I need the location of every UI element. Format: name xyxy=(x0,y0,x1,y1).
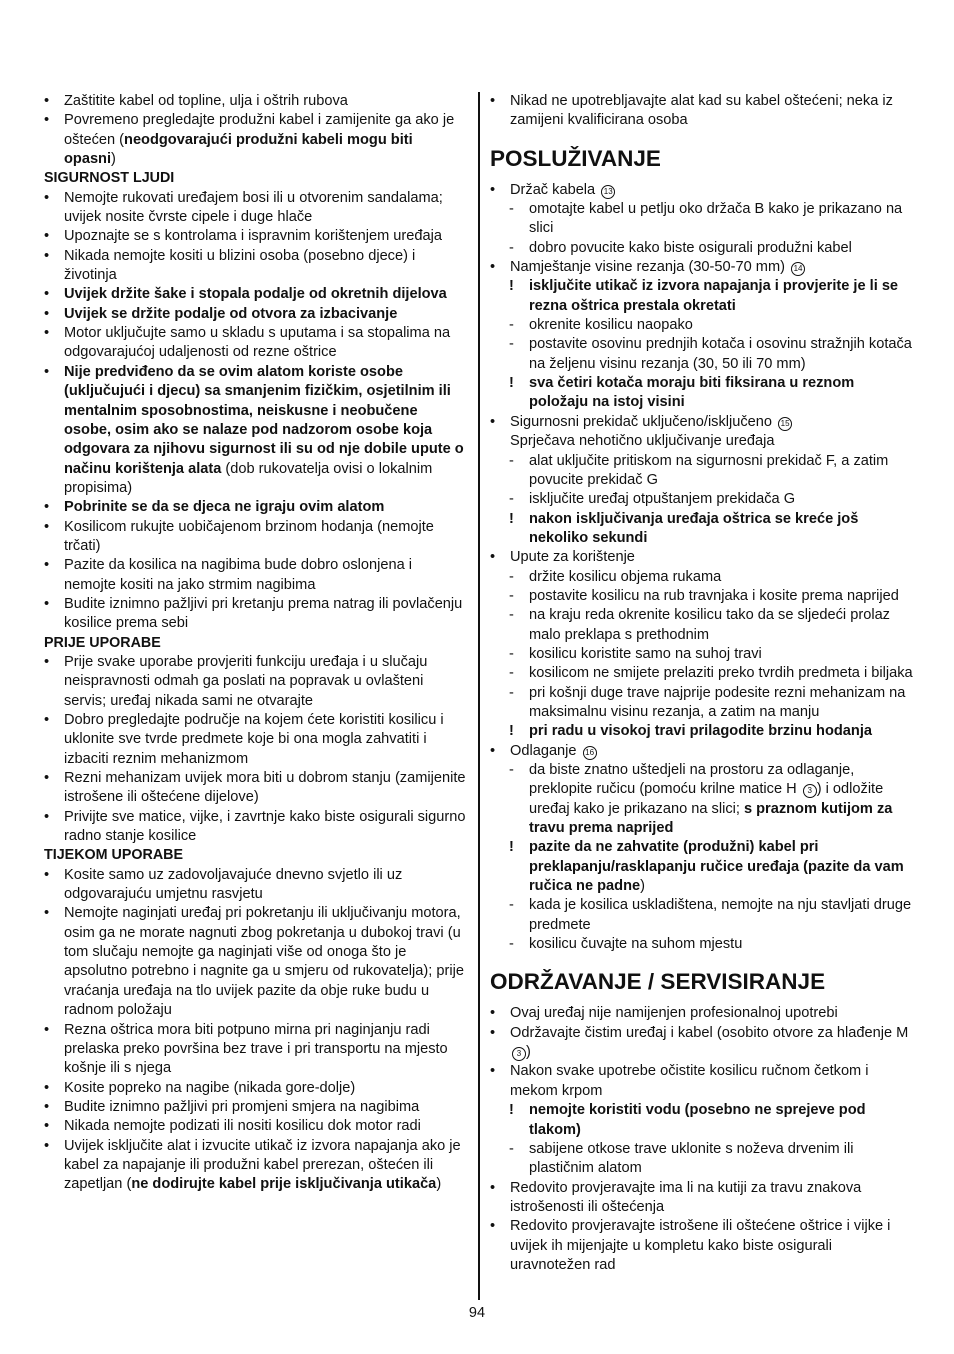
bullet-item xyxy=(44,92,468,111)
dash-marker: - xyxy=(509,936,514,953)
dash-marker: - xyxy=(509,1140,514,1157)
text: (dob rukovatelja ovisi o lokalnim propisima) xyxy=(64,460,433,496)
bullet-item xyxy=(44,305,468,324)
text: Nemojte rukovati uređajem bosi ili u otvorenim sandalama; uvijek nosite čvrste cipele i duge hlače xyxy=(64,189,443,226)
text: Budite iznimno pažljivi pri kretanju prema natrag ili povlačenju kosilice prema sebi xyxy=(64,595,463,632)
dash-marker: - xyxy=(509,239,514,256)
text: pri radu u visokoj travi prilagodite brzinu hodanja xyxy=(529,723,872,740)
text: POSLUŽIVANJE xyxy=(490,145,661,171)
sub-item xyxy=(490,335,915,374)
figure-ref-badge: 14 xyxy=(791,262,805,276)
text: ) xyxy=(111,151,116,168)
figure-ref-badge: 15 xyxy=(778,417,792,431)
warning-item xyxy=(490,722,915,741)
text: TIJEKOM UPORABE xyxy=(44,847,184,864)
bold-text: Nije predviđeno da se ovim alatom koriste osobe (uključujući i djecu) sa smanjenim fizičkim, osjetilnim ili mentalnim sposobnostima, neiskusne i neobučene osobe, osim ako se nalaze pod nadzorom osobe koja odgovara za njihovu sigurnost ili su od nje dobile upute o načinu korištenja alata xyxy=(64,363,464,477)
section-subheading xyxy=(44,846,468,865)
sub-item xyxy=(490,490,915,509)
text: kosilicu koristite samo na suhoj travi xyxy=(529,645,762,662)
dash-marker: - xyxy=(509,645,514,662)
bullet-item xyxy=(490,181,915,200)
dash-marker: - xyxy=(509,684,514,701)
text: Pazite da kosilica na nagibima bude dobro oslonjena i nemojte kositi na jako strmim nagibima xyxy=(64,557,413,593)
sub-item xyxy=(490,896,915,935)
text: Kosilicom rukujte uobičajenom brzinom hodanja (nemojte trčati) xyxy=(64,518,434,554)
bullet-item xyxy=(44,769,468,808)
bullet-item xyxy=(44,595,468,634)
sub-item xyxy=(490,239,915,258)
bullet-item xyxy=(44,498,468,517)
text: Odlaganje xyxy=(510,742,581,759)
left-column xyxy=(44,92,468,1195)
bullet-item xyxy=(44,1098,468,1117)
bullet-item xyxy=(490,413,915,432)
warning-item xyxy=(490,374,915,413)
text: Upoznajte se s kontrolama i ispravnim korištenjem uređaja xyxy=(64,228,442,245)
bullet-item xyxy=(44,1117,468,1136)
bullet-item xyxy=(490,1004,915,1023)
bold-text: Uvijek se držite podalje od otvora za izbacivanje xyxy=(64,305,398,322)
sub-item xyxy=(490,200,915,239)
dash-marker: - xyxy=(509,317,514,334)
bullet-item xyxy=(44,808,468,847)
text: pri košnji duge trave najprije podesite rezni mehanizam na maksimalnu visinu rezanja, a zatim na manju xyxy=(529,684,906,720)
section-heading xyxy=(490,968,915,996)
text: Uvijek isključite alat i izvucite utikač iz izvora napajanja ako je kabel za napajanje ili produžni kabel prerezan, oštećen ili zapetljan ( xyxy=(64,1137,461,1193)
bold-text: Pobrinite se da se djeca ne igraju ovim alatom xyxy=(64,499,385,516)
text: Namještanje visine rezanja (30-50-70 mm) xyxy=(510,259,790,276)
sub-item xyxy=(490,935,915,954)
bullet-item xyxy=(44,189,468,228)
text: ) xyxy=(526,1044,531,1061)
text: Upute za korištenje xyxy=(510,549,635,566)
figure-ref-badge: 16 xyxy=(583,746,597,760)
warning-marker: ! xyxy=(509,1102,514,1119)
warning-item xyxy=(490,838,915,896)
bullet-item xyxy=(44,247,468,286)
bullet-item xyxy=(490,92,915,131)
text: na kraju reda okrenite kosilicu tako da se sljedeći prolaz malo preklapa s prethodnim xyxy=(529,607,890,643)
bullet-item xyxy=(44,866,468,905)
bullet-item xyxy=(44,904,468,1020)
text: Nikad ne upotrebljavajte alat kad su kabel oštećeni; neka iz zamijeni kvalificirana osoba xyxy=(510,93,893,129)
text: Povremeno pregledajte produžni kabel i zamijenite ga ako je oštećen ( xyxy=(64,112,455,148)
text: pazite da ne zahvatite (produžni) kabel pri preklapanju/rasklapanju ručice uređaja (pazite da vam ručica ne padne xyxy=(529,839,904,895)
bold-text: ne dodirujte kabel prije isključivanja utikača xyxy=(131,1176,437,1193)
warning-marker: ! xyxy=(509,510,514,527)
text: Prije svake uporabe provjeriti funkciju uređaja i u slučaju neispravnosti odmah ga poslati na popravak u ovlašteni servis; uređaj nikada sami ne otvarajte xyxy=(64,653,428,709)
text: da biste znatno uštedjeli na prostoru za odlaganje, preklopite ručicu (pomoću krilne matice H xyxy=(529,762,855,798)
figure-ref-badge: 3 xyxy=(512,1047,526,1061)
text: Kosite samo uz zadovoljavajuće dnevno svjetlo ili uz odgovarajuću umjetnu rasvjetu xyxy=(64,866,403,903)
bullet-item xyxy=(490,1217,915,1275)
text: isključite uređaj otpuštanjem prekidača G xyxy=(529,491,796,508)
section-subheading xyxy=(44,634,468,653)
bullet-item xyxy=(490,1024,915,1063)
warning-marker: ! xyxy=(509,375,514,392)
sub-item xyxy=(490,316,915,335)
dash-marker: - xyxy=(509,607,514,624)
text: Držač kabela xyxy=(510,181,600,198)
sub-item xyxy=(490,664,915,683)
text: ODRŽAVANJE / SERVISIRANJE xyxy=(490,969,826,995)
sub-item xyxy=(490,606,915,645)
column-divider xyxy=(478,92,480,1300)
text: Redovito provjeravajte istrošene ili oštećene oštrice i vijke i uvijek ih mijenjajte u kompletu kako biste osigurali uravnotežen rad xyxy=(510,1218,891,1273)
text: alat uključite pritiskom na sigurnosni prekidač F, a zatim povucite prekidač G xyxy=(529,452,889,488)
dash-marker: - xyxy=(509,762,514,778)
warning-marker: ! xyxy=(509,839,514,856)
sub-item xyxy=(490,568,915,587)
bullet-item xyxy=(44,1021,468,1079)
text: Privijte sve matice, vijke, i zavrtnje kako biste osigurali sigurno radno stanje kosilice xyxy=(64,808,466,845)
text: Zaštitite kabel od topline, ulja i oštrih rubova xyxy=(64,93,348,109)
warning-item xyxy=(490,510,915,549)
page-number: 94 xyxy=(468,1305,486,1321)
bold-text: neodgovarajući produžni kabeli mogu biti opasni xyxy=(64,131,413,168)
text: ) i odložite uređaj kako je prikazano na slici; xyxy=(529,781,884,817)
sub-item xyxy=(490,1140,915,1179)
sub-item xyxy=(490,684,915,723)
warning-item xyxy=(490,277,915,316)
dash-marker: - xyxy=(509,568,514,585)
sub-item xyxy=(490,587,915,606)
text: nakon isključivanja uređaja oštrica se kreće još nekoliko sekundi xyxy=(529,510,859,546)
bullet-item xyxy=(44,1137,468,1195)
text: Sigurnosni prekidač uključeno/isključeno xyxy=(510,413,777,430)
bullet-item xyxy=(44,285,468,304)
section-heading xyxy=(490,145,915,173)
text: PRIJE UPORABE xyxy=(44,634,161,651)
text: kosilicu čuvajte na suhom mjestu xyxy=(529,936,743,953)
text: Rezni mehanizam uvijek mora biti u dobrom stanju (zamijenite istrošene ili oštećene dijelove) xyxy=(64,770,466,806)
text: Sprječava nehotično uključivanje uređaja xyxy=(510,433,775,450)
text: Ovaj uređaj nije namijenjen profesionalnoj upotrebi xyxy=(510,1005,838,1022)
text: Redovito provjeravajte ima li na kutiji za travu znakova istrošenosti ili oštećenja xyxy=(510,1179,862,1215)
dash-marker: - xyxy=(509,491,514,508)
bullet-item xyxy=(490,1062,915,1101)
text: Nemojte naginjati uređaj pri pokretanju ili uključivanju motora, osim ga ne morate nagnuti zbog pokretanja u dubokoj travi (u tom slučaju nemojte ga naginjati više od onoga što je apsolutno potrebno i nagnite ga u smjeru od rukovatelja); prije vraćanja uređaja na tlo uvijek pazite da obje ruke budu u radnom položaju xyxy=(64,905,464,1019)
text: postavite osovinu prednjih kotača i osovinu stražnjih kotača na željenu visinu rezanja (30, 50 ili 70 mm) xyxy=(529,336,912,372)
text: držite kosilicu objema rukama xyxy=(529,568,722,585)
text: kosilicom ne smijete prelaziti preko tvrdih predmeta i biljaka xyxy=(529,665,913,682)
text: Motor uključujte samo u skladu s uputama i sa stopalima na odgovarajućoj udaljenosti od rezne oštrice xyxy=(64,325,451,361)
figure-ref-badge: 3 xyxy=(803,784,817,798)
figure-ref-badge: 13 xyxy=(601,185,615,199)
text: Održavajte čistim uređaj i kabel (osobito otvore za hlađenje M xyxy=(510,1024,909,1041)
text: Nikada nemojte kositi u blizini osoba (posebno djece) i životinja xyxy=(64,247,416,284)
warning-marker: ! xyxy=(509,723,514,740)
text: Rezna oštrica mora biti potpuno mirna pri naginjanju radi prelaska preko površina bez trave i pri transportu na mjesto košnje ili s njega xyxy=(64,1021,448,1077)
text: Kosite popreko na nagibe (nikada gore-dolje) xyxy=(64,1079,356,1096)
text: sabijene otkose trave uklonite s noževa drvenim ili plastičnim alatom xyxy=(529,1140,854,1177)
text: Budite iznimno pažljivi pri promjeni smjera na nagibima xyxy=(64,1098,420,1115)
dash-marker: - xyxy=(509,201,514,218)
text: Nakon svake upotrebe očistite kosilicu ručnom četkom i mekom krpom xyxy=(510,1063,869,1099)
sub-item xyxy=(490,761,915,838)
dash-marker: - xyxy=(509,897,514,914)
text: postavite kosilicu na rub travnjaka i kosite prema naprijed xyxy=(529,587,899,604)
dash-marker: - xyxy=(509,665,514,682)
bullet-item xyxy=(490,1179,915,1218)
bullet-item xyxy=(490,258,915,277)
bullet-item xyxy=(44,324,468,363)
bullet-item xyxy=(44,653,468,711)
text: Dobro pregledajte područje na kojem ćete koristiti kosilicu i uklonite sve tvrde predmete koje bi ona mogla zahvatiti i izbaciti reznim mehanizmom xyxy=(64,712,444,767)
continuation-text xyxy=(490,432,915,451)
bullet-item xyxy=(490,742,915,761)
text: sva četiri kotača moraju biti fiksirana u reznom položaju na istoj visini xyxy=(529,375,855,411)
bullet-item xyxy=(44,711,468,769)
text: okrenite kosilicu naopako xyxy=(529,317,693,334)
dash-marker: - xyxy=(509,587,514,604)
warning-marker: ! xyxy=(509,278,514,295)
sub-item xyxy=(490,452,915,491)
bullet-item xyxy=(44,111,468,169)
bullet-item xyxy=(490,548,915,567)
dash-marker: - xyxy=(509,336,514,353)
text: Nikada nemojte podizati ili nositi kosilicu dok motor radi xyxy=(64,1118,421,1135)
text: dobro povucite kako biste osigurali produžni kabel xyxy=(529,239,852,256)
text: SIGURNOST LJUDI xyxy=(44,170,175,187)
section-subheading xyxy=(44,169,468,188)
bold-text: Uvijek držite šake i stopala podalje od okretnih dijelova xyxy=(64,286,447,303)
text: ) xyxy=(436,1176,442,1193)
text: kada je kosilica uskladištena, nemojte na nju stavljati druge predmete xyxy=(529,897,912,933)
bullet-item xyxy=(44,518,468,557)
sub-item xyxy=(490,645,915,664)
bullet-item xyxy=(44,1079,468,1098)
bullet-item xyxy=(44,556,468,595)
text: ) xyxy=(640,878,645,895)
bold-text: s praznom kutijom za travu prema naprijed xyxy=(529,800,893,837)
bullet-item xyxy=(44,363,468,498)
text: isključite utikač iz izvora napajanja i provjerite je li se rezna oštrica prestala okretati xyxy=(529,278,899,314)
bullet-item xyxy=(44,227,468,246)
text: omotajte kabel u petlju oko držača B kako je prikazano na slici xyxy=(529,201,903,237)
warning-item xyxy=(490,1101,915,1140)
dash-marker: - xyxy=(509,452,514,469)
right-column xyxy=(490,92,915,1275)
text: nemojte koristiti vodu (posebno ne sprejeve pod tlakom) xyxy=(529,1102,866,1138)
